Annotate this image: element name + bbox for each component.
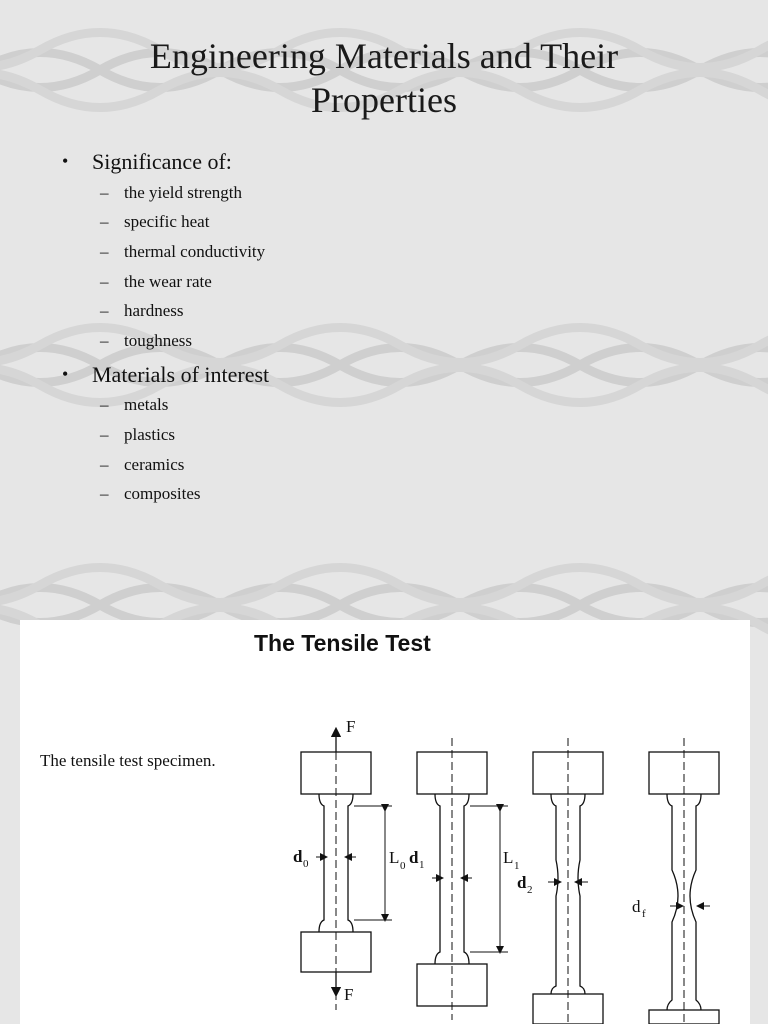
- bullet-dot: •: [62, 151, 69, 171]
- length-sub-0: 0: [400, 860, 406, 872]
- list-item-text: plastics: [124, 425, 175, 444]
- diameter-label-0: d: [293, 847, 303, 866]
- bullet-label: Significance of:: [92, 149, 232, 174]
- list-item-text: hardness: [124, 301, 184, 320]
- list-item-text: metals: [124, 395, 169, 414]
- list-item: – specific heat: [100, 212, 210, 231]
- force-label-top: F: [346, 717, 356, 736]
- specimen-fracture: [649, 738, 719, 1024]
- bullet-significance: [62, 148, 232, 175]
- diameter-sub-f: f: [642, 908, 646, 920]
- slide-title-line2: Properties: [311, 80, 457, 120]
- list-item: – toughness: [100, 331, 192, 350]
- list-item-text: ceramics: [124, 455, 185, 474]
- length-label-1: L: [503, 848, 514, 867]
- length-sub-1: 1: [514, 860, 520, 872]
- list-item: – the wear rate: [100, 272, 212, 291]
- diameter-label-f: d: [632, 897, 641, 916]
- diameter-label-2: d: [517, 873, 527, 892]
- specimen-original: [301, 728, 392, 1010]
- gauge-right: [348, 794, 353, 932]
- list-item: – metals: [100, 395, 169, 414]
- list-item: – thermal conductivity: [100, 242, 266, 261]
- bullet-label: Materials of interest: [92, 362, 270, 387]
- slide-title: [60, 34, 708, 122]
- force-label-bottom: F: [344, 985, 354, 1004]
- list-item: – ceramics: [100, 455, 185, 474]
- list-item-text: specific heat: [124, 212, 210, 231]
- gauge-left: [319, 794, 324, 932]
- list-item: – plastics: [100, 425, 175, 444]
- specimen-elastic: [417, 738, 508, 1020]
- diameter-sub-2: 2: [527, 884, 533, 896]
- list-item-text: toughness: [124, 331, 192, 350]
- slide-title-line1: Engineering Materials and Their: [149, 36, 619, 76]
- bullet-materials: [62, 361, 269, 388]
- figure-title: The Tensile Test: [254, 630, 431, 656]
- specimen-diagram: [20, 620, 750, 1024]
- list-item-text: the yield strength: [124, 183, 243, 202]
- length-label-0: L: [389, 848, 400, 867]
- list-item: – the yield strength: [100, 183, 243, 202]
- list-item: – hardness: [100, 301, 184, 320]
- list-item-text: the wear rate: [124, 272, 212, 291]
- bullet-dot: •: [62, 364, 69, 384]
- figure-caption: The tensile test specimen.: [40, 751, 216, 770]
- diameter-label-1: d: [409, 848, 419, 867]
- specimen-necking: [533, 738, 603, 1024]
- list-item: – composites: [100, 484, 201, 503]
- list-item-text: thermal conductivity: [124, 242, 266, 261]
- tensile-test-figure: [20, 620, 750, 1024]
- list-item-text: composites: [124, 484, 201, 503]
- diameter-sub-1: 1: [419, 859, 425, 871]
- diameter-sub-0: 0: [303, 858, 309, 870]
